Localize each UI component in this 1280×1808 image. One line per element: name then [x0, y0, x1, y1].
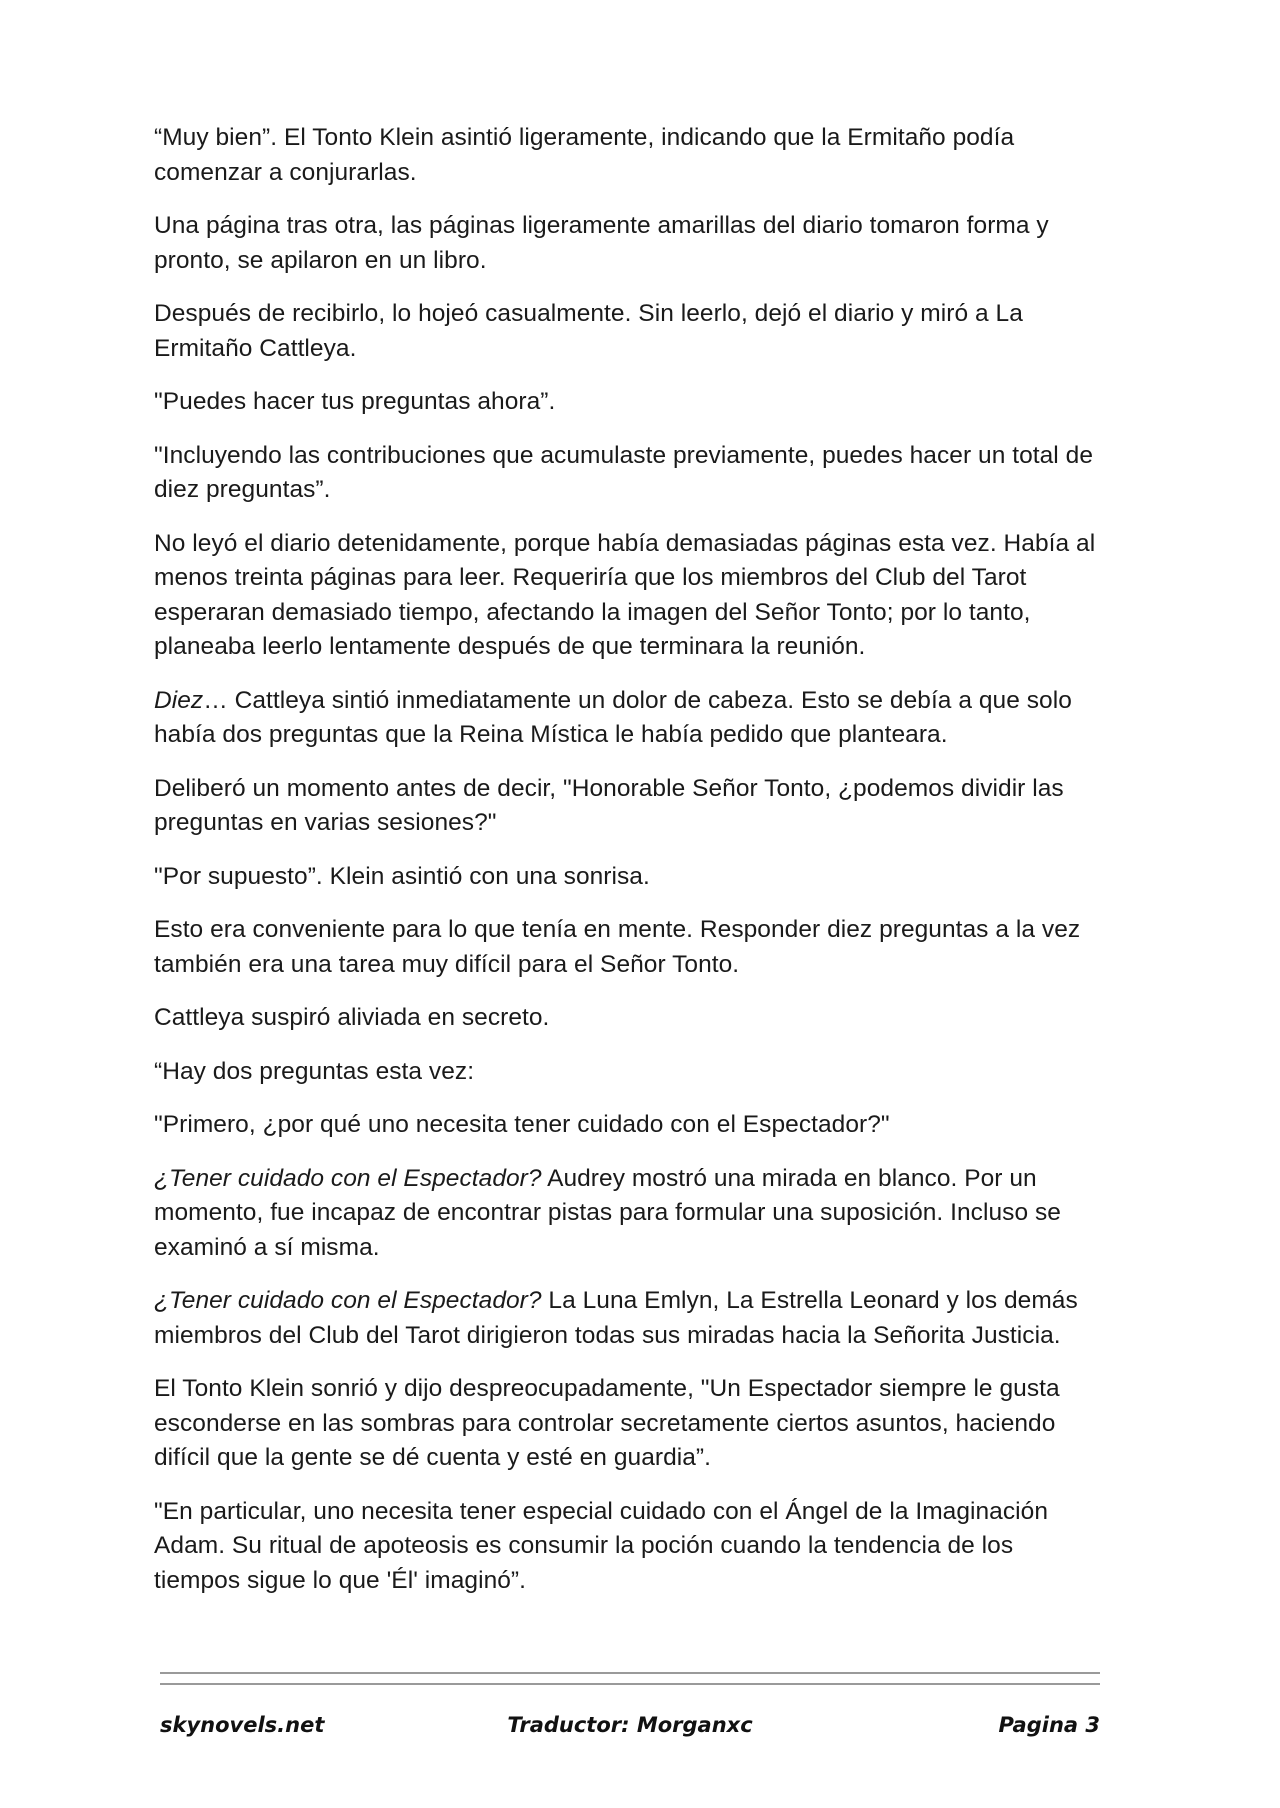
text-run: Esto era conveniente para lo que tenía en mente. Responder diez preguntas a la vez también era una tarea muy difícil para el Señor Tonto. [154, 916, 1081, 978]
text-run: "Incluyendo las contribuciones que acumulaste previamente, puedes hacer un total de diez preguntas”. [154, 441, 1093, 503]
text-run: Después de recibirlo, lo hojeó casualmente. Sin leerlo, dejó el diario y miró a La Ermitaño Cattleya. [154, 300, 1023, 362]
paragraph [154, 385, 1106, 420]
paragraph [154, 209, 1106, 278]
italic-text: ¿Tener cuidado con el Espectador? [154, 1164, 542, 1192]
italic-text: Diez [154, 686, 204, 714]
paragraph [154, 527, 1106, 665]
text-run: "En particular, uno necesita tener especial cuidado con el Ángel de la Imaginación Adam. Su ritual de apoteosis es consumir la poción cuando la tendencia de los tiempos sigue lo que 'Él' imaginó”. [154, 1497, 1049, 1594]
text-run: No leyó el diario detenidamente, porque había demasiadas páginas esta vez. Había al menos treinta páginas para leer. Requeriría que los miembros del Club del Tarot esperaran demasiado tiempo, afectando la imagen del Señor Tonto; por lo tanto, planeaba leerlo lentamente después de que terminara la reunión. [154, 529, 1096, 660]
paragraph [154, 1162, 1106, 1266]
footer-site: skynovels.net [160, 1713, 325, 1737]
text-run: Audrey mostró una mirada en blanco. Por un momento, fue incapaz de encontrar pistas para formular una suposición. Incluso se examinó a sí misma. [154, 1164, 1061, 1261]
text-run: La Luna Emlyn, La Estrella Leonard y los demás miembros del Club del Tarot dirigieron todas sus miradas hacia la Señorita Justicia. [154, 1287, 1078, 1349]
footer-divider-top [160, 1672, 1100, 1674]
page-footer [160, 1713, 1100, 1747]
paragraph [154, 860, 1106, 895]
footer-translator: Traductor: Morganxc [507, 1713, 753, 1737]
text-run: Una página tras otra, las páginas ligeramente amarillas del diario tomaron forma y pronto, se apilaron en un libro. [154, 212, 1049, 274]
text-run: “Hay dos preguntas esta vez: [154, 1057, 475, 1085]
paragraph [154, 121, 1106, 190]
text-run: "Primero, ¿por qué uno necesita tener cuidado con el Espectador?" [154, 1111, 890, 1138]
text-run: … Cattleya sintió inmediatamente un dolor de cabeza. Esto se debía a que solo había dos preguntas que la Reina Mística le había pedido que planteara. [154, 686, 1072, 748]
paragraph [154, 772, 1106, 841]
text-run: "Por supuesto”. Klein asintió con una sonrisa. [154, 862, 650, 890]
paragraph [154, 1055, 1106, 1090]
footer-page-number: Pagina 3 [998, 1713, 1100, 1737]
footer-divider-bottom [160, 1683, 1100, 1685]
text-run: El Tonto Klein sonrió y dijo despreocupadamente, "Un Espectador siempre le gusta esconderse en las sombras para controlar secretamente ciertos asuntos, haciendo difícil que la gente se dé cuenta y esté en guardia”. [154, 1375, 1060, 1471]
paragraph [154, 297, 1106, 366]
paragraph [154, 1372, 1106, 1476]
paragraph [154, 913, 1106, 982]
paragraph [154, 1108, 1106, 1143]
italic-text: ¿Tener cuidado con el Espectador? [154, 1287, 542, 1314]
paragraph [154, 1001, 1106, 1036]
paragraph [154, 1495, 1106, 1599]
text-run: "Puedes hacer tus preguntas ahora”. [154, 388, 556, 415]
text-run: Deliberó un momento antes de decir, "Honorable Señor Tonto, ¿podemos dividir las preguntas en varias sesiones?" [154, 774, 1064, 836]
page-body [154, 121, 1106, 1617]
text-run: “Muy bien”. El Tonto Klein asintió ligeramente, indicando que la Ermitaño podía comenzar a conjurarlas. [154, 124, 1015, 186]
paragraph [154, 439, 1106, 508]
text-run: Cattleya suspiró aliviada en secreto. [154, 1004, 550, 1031]
paragraph [154, 684, 1106, 753]
paragraph [154, 1284, 1106, 1353]
